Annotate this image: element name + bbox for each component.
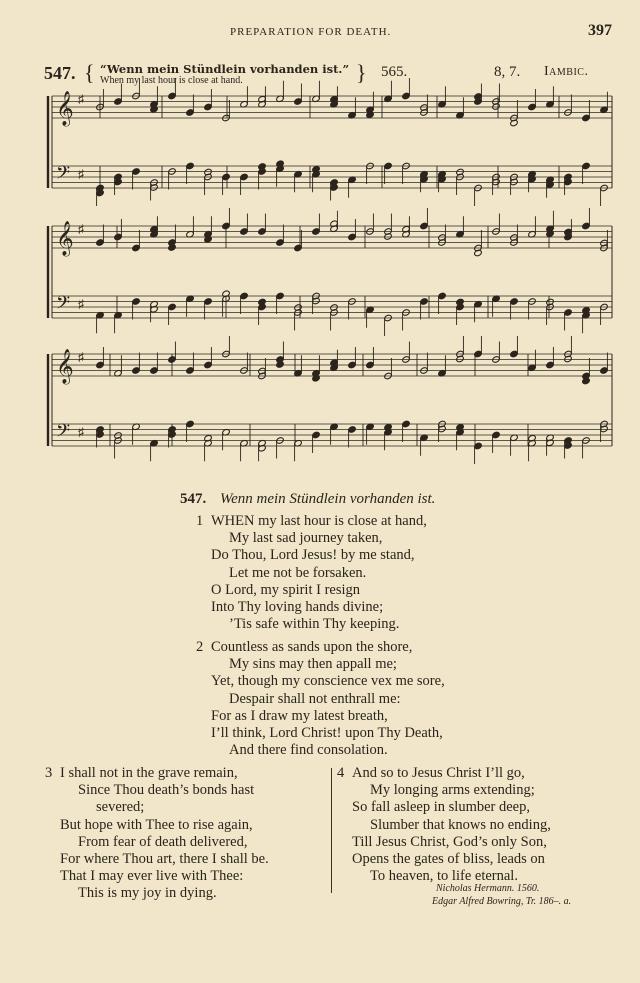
verse-line: From fear of death delivered,	[78, 833, 248, 850]
verse-line: Yet, though my conscience vex me sore,	[211, 673, 445, 690]
verse-number: 4	[337, 765, 345, 781]
verse-line: Let me not be forsaken.	[229, 564, 367, 581]
hymn-title-german: “Wenn mein Stündlein vorhanden ist.”	[100, 62, 350, 76]
verse-line: Into Thy loving hands divine;	[211, 599, 384, 616]
verse-line: This is my joy in dying.	[78, 885, 217, 902]
verse-4	[337, 765, 551, 885]
verse-line: Countless as sands upon the shore,	[211, 639, 413, 655]
sharp-glyph: ♯	[78, 167, 84, 181]
treble-clef-glyph: 𝄞	[56, 221, 74, 256]
bass-clef-glyph: 𝄢	[56, 163, 71, 188]
verse-number: 1	[196, 513, 204, 529]
verse-line: For as I draw my latest breath,	[211, 707, 388, 724]
verse-line: And so to Jesus Christ I’ll go,	[352, 765, 525, 781]
verse-line: ’Tis safe within Thy keeping.	[229, 616, 400, 633]
verse-line: Opens the gates of bliss, leads on	[352, 851, 545, 868]
page-number: 397	[588, 22, 612, 39]
treble-clef-glyph: 𝄞	[56, 349, 74, 384]
right-brace-glyph: }	[356, 60, 367, 85]
hymn-title-english: When my last hour is close at hand.	[100, 75, 243, 86]
left-brace-glyph: {	[84, 60, 95, 85]
verse-line: I’ll think, Lord Christ! upon Thy Death,	[211, 725, 443, 742]
verse-line: O Lord, my spirit I resign	[211, 581, 361, 598]
verse-1	[196, 513, 427, 633]
music-score	[0, 0, 640, 480]
verse-line: My last sad journey taken,	[229, 530, 383, 547]
tune-number: 565.	[381, 64, 408, 80]
verse-line: severed;	[96, 799, 145, 816]
verse-line: I shall not in the grave remain,	[60, 765, 238, 781]
verse-2	[196, 639, 445, 759]
sharp-glyph: ♯	[78, 350, 84, 364]
running-title: PREPARATION FOR DEATH.	[230, 26, 392, 38]
verse-number: 3	[45, 765, 53, 781]
hymn-reference-title: Wenn mein Stündlein vorhanden ist.	[220, 491, 436, 507]
verse-line: Slumber that knows no ending,	[370, 816, 551, 833]
translator-credit: Edgar Alfred Bowring, Tr. 186–. a.	[432, 896, 572, 907]
bass-clef-glyph: 𝄢	[56, 293, 71, 318]
verse-line: Since Thou death’s bonds hast	[78, 782, 255, 799]
treble-clef-glyph: 𝄞	[56, 91, 74, 126]
sharp-glyph: ♯	[78, 92, 84, 106]
verse-line: But hope with Thee to rise again,	[60, 816, 253, 833]
verse-line: So fall asleep in slumber deep,	[352, 799, 530, 816]
verse-line: To heaven, to life eternal.	[370, 868, 518, 885]
meter-name: Iambic.	[544, 64, 589, 79]
verse-line: For where Thou art, there I shall be.	[60, 851, 269, 868]
hymn-number: 547.	[44, 63, 76, 83]
sharp-glyph: ♯	[78, 222, 84, 236]
sharp-glyph: ♯	[78, 297, 84, 311]
verse-line: My sins may then appall me;	[229, 656, 397, 673]
hymn-reference-number: 547.	[180, 491, 207, 507]
hymn-reference	[180, 491, 435, 508]
verse-3	[45, 765, 269, 903]
verse-line: My longing arms extending;	[370, 782, 535, 799]
verse-line: Do Thou, Lord Jesus! by me stand,	[211, 547, 415, 564]
verse-number: 2	[196, 639, 204, 655]
verse-line: Till Jesus Christ, God’s only Son,	[352, 833, 547, 850]
verse-line: And there find consolation.	[229, 742, 388, 759]
sharp-glyph: ♯	[78, 425, 84, 439]
score-systems	[48, 78, 612, 464]
bass-clef-glyph: 𝄢	[56, 421, 71, 446]
verse-line: WHEN my last hour is close at hand,	[211, 513, 427, 529]
verse-line: Despair shall not enthrall me:	[229, 690, 401, 707]
meter: 8, 7.	[494, 64, 521, 80]
column-divider	[331, 768, 332, 893]
verse-line: That I may ever live with Thee:	[60, 868, 244, 885]
author-credit: Nicholas Hermann. 1560.	[436, 883, 540, 894]
